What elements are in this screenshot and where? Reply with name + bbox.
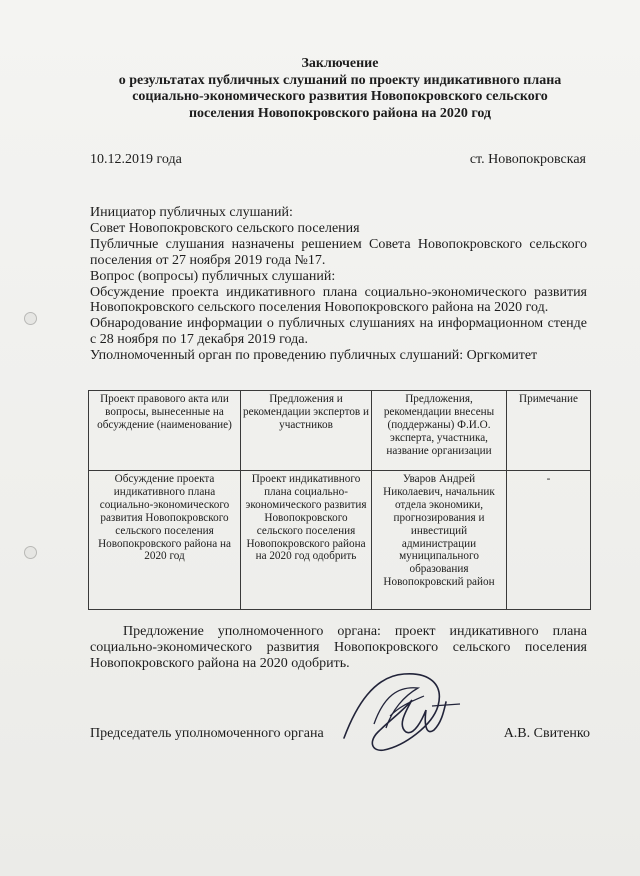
punch-hole-top [24, 312, 37, 325]
signatory-name: А.В. Свитенко [503, 726, 590, 741]
table-cell: Уваров Андрей Николаевич, начальник отдела экономики, прогнозирования и инвестиций администрации муниципального образования Новопокровский район [372, 471, 507, 610]
table-header-cell: Предложения, рекомендации внесены (поддержаны) Ф.И.О. эксперта, участника, название организации [372, 391, 507, 471]
table-cell: - [507, 471, 591, 610]
punch-hole-bottom [24, 546, 37, 559]
initiator-label: Инициатор публичных слушаний: [90, 205, 293, 220]
handwritten-signature [334, 666, 464, 762]
title-line-1: Заключение [301, 56, 379, 71]
title-line-3: социально-экономического развития Новопокровского сельского [132, 89, 548, 104]
initiator-value: Совет Новопокровского сельского поселения [90, 220, 360, 236]
table-row [89, 471, 591, 610]
table-header-row [89, 391, 591, 471]
signatory-role: Председатель уполномоченного органа [90, 726, 324, 741]
document-date: 10.12.2019 года [90, 152, 182, 167]
title-line-2: о результатах публичных слушаний по проекту индикативного плана [118, 72, 562, 88]
table-header-cell: Примечание [507, 391, 591, 471]
proposals-table [88, 390, 591, 610]
conclusion-paragraph [90, 624, 587, 672]
hearing-info [90, 205, 587, 364]
decision-text: Публичные слушания назначены решением Совета Новопокровского сельского поселения от 27 ноября 2019 года №17. [90, 236, 587, 268]
conclusion-text: Предложение уполномоченного органа: проект индикативного плана социально-экономического развития Новопокровского сельского поселения Новопокровского района на 2020 одобрить. [90, 624, 587, 671]
document-place: ст. Новопокровская [469, 152, 586, 167]
questions-text: Обсуждение проекта индикативного плана социально-экономического развития Новопокровского сельского поселения Новопокровского района на 2020 год. [90, 284, 587, 316]
table-header-cell: Предложения и рекомендации экспертов и участников [241, 391, 372, 471]
authority-text: Уполномоченный орган по проведению публичных слушаний: Оргкомитет [90, 348, 538, 364]
questions-label: Вопрос (вопросы) публичных слушаний: [90, 268, 336, 284]
table-cell: Обсуждение проекта индикативного плана социально-экономического развития Новопокровского сельского поселения Новопокровского района на 2020 год [89, 471, 241, 610]
document-title [80, 56, 600, 122]
title-line-4: поселения Новопокровского района на 2020 год [188, 105, 492, 121]
table-header-cell: Проект правового акта или вопросы, вынесенные на обсуждение (наименование) [89, 391, 241, 471]
table-cell: Проект индикативного плана социально-экономического развития Новопокровского сельского поселения Новопокровского района на 2020 год одобрить [241, 471, 372, 610]
publication-text: Обнародование информации о публичных слушаниях на информационном стенде с 28 ноября по 17 декабря 2019 года. [90, 316, 587, 348]
